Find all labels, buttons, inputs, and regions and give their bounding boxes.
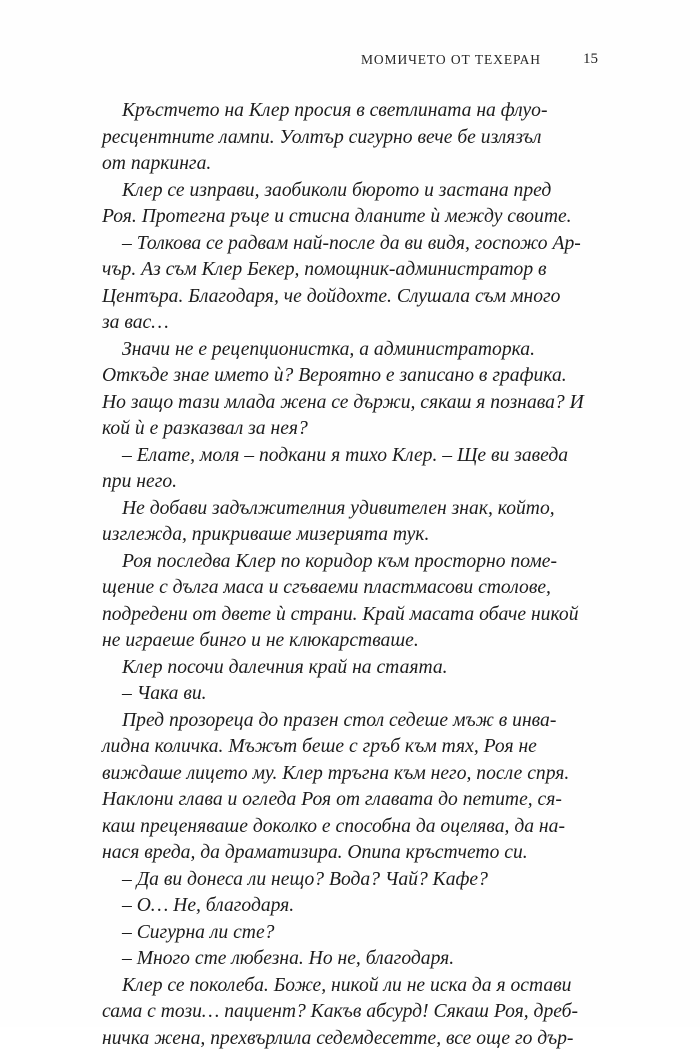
text-line: Клер се поколеба. Боже, никой ли не иска да я остави <box>102 973 598 1000</box>
text-line: Клер посочи далечния край на стаята. <box>102 655 598 682</box>
text-line: каш преценяваше доколко е способна да оцелява, да на- <box>102 814 598 841</box>
text-line: при него. <box>102 469 598 496</box>
text-line: – О… Не, благодаря. <box>102 893 598 920</box>
text-line: кой ѝ е разказвал за нея? <box>102 416 598 443</box>
text-line: – Чака ви. <box>102 681 598 708</box>
text-line: не играеше бинго и не клюкарстваше. <box>102 628 598 655</box>
text-line: виждаше лицето му. Клер тръгна към него, после спря. <box>102 761 598 788</box>
text-line: подредени от двете ѝ страни. Край масата обаче никой <box>102 602 598 629</box>
text-line: лидна количка. Мъжът беше с гръб към тях, Роя не <box>102 734 598 761</box>
text-line: – Сигурна ли сте? <box>102 920 598 947</box>
text-line: – Да ви донеса ли нещо? Вода? Чай? Кафе? <box>102 867 598 894</box>
text-line: Но защо тази млада жена се държи, сякаш я познава? И <box>102 390 598 417</box>
text-line: Клер се изправи, заобиколи бюрото и застана пред <box>102 178 598 205</box>
text-line: чър. Аз съм Клер Бекер, помощник-администратор в <box>102 257 598 284</box>
text-line: Пред прозореца до празен стол седеше мъж в инва- <box>102 708 598 735</box>
text-line: щение с дълга маса и сгъваеми пластмасови столове, <box>102 575 598 602</box>
text-line: – Много сте любезна. Но не, благодаря. <box>102 946 598 973</box>
text-line: сама с този… пациент? Какъв абсурд! Сякаш Роя, дреб- <box>102 999 598 1026</box>
text-line: за вас… <box>102 310 598 337</box>
page-number: 15 <box>583 51 598 68</box>
text-line: Центъра. Благодаря, че дойдохте. Слушала съм много <box>102 284 598 311</box>
text-line: – Толкова се радвам най-после да ви видя, госпожо Ар- <box>102 231 598 258</box>
text-line: Значи не е рецепционистка, а администраторка. <box>102 337 598 364</box>
text-line: изглежда, прикриваше мизерията тук. <box>102 522 598 549</box>
text-line: ресцентните лампи. Уолтър сигурно вече бе излязъл <box>102 125 598 152</box>
text-line: от паркинга. <box>102 151 598 178</box>
text-line: Наклони глава и огледа Роя от главата до петите, ся- <box>102 787 598 814</box>
text-line: Не добави задължителния удивителен знак, който, <box>102 496 598 523</box>
text-line: Роя последва Клер по коридор към просторно поме- <box>102 549 598 576</box>
body-text <box>102 98 598 1052</box>
text-line: Кръстчето на Клер просия в светлината на флуо- <box>102 98 598 125</box>
text-line: Роя. Протегна ръце и стисна дланите ѝ между своите. <box>102 204 598 231</box>
text-line: ничка жена, прехвърлила седемдесетте, все още го дър- <box>102 1026 598 1052</box>
running-head-title: МОМИЧЕТО ОТ ТЕХЕРАН <box>361 52 541 68</box>
text-line: нася вреда, да драматизира. Опипа кръстчето си. <box>102 840 598 867</box>
text-line: – Елате, моля – подкани я тихо Клер. – Ще ви заведа <box>102 443 598 470</box>
text-line: Откъде знае името ѝ? Вероятно е записано в графика. <box>102 363 598 390</box>
